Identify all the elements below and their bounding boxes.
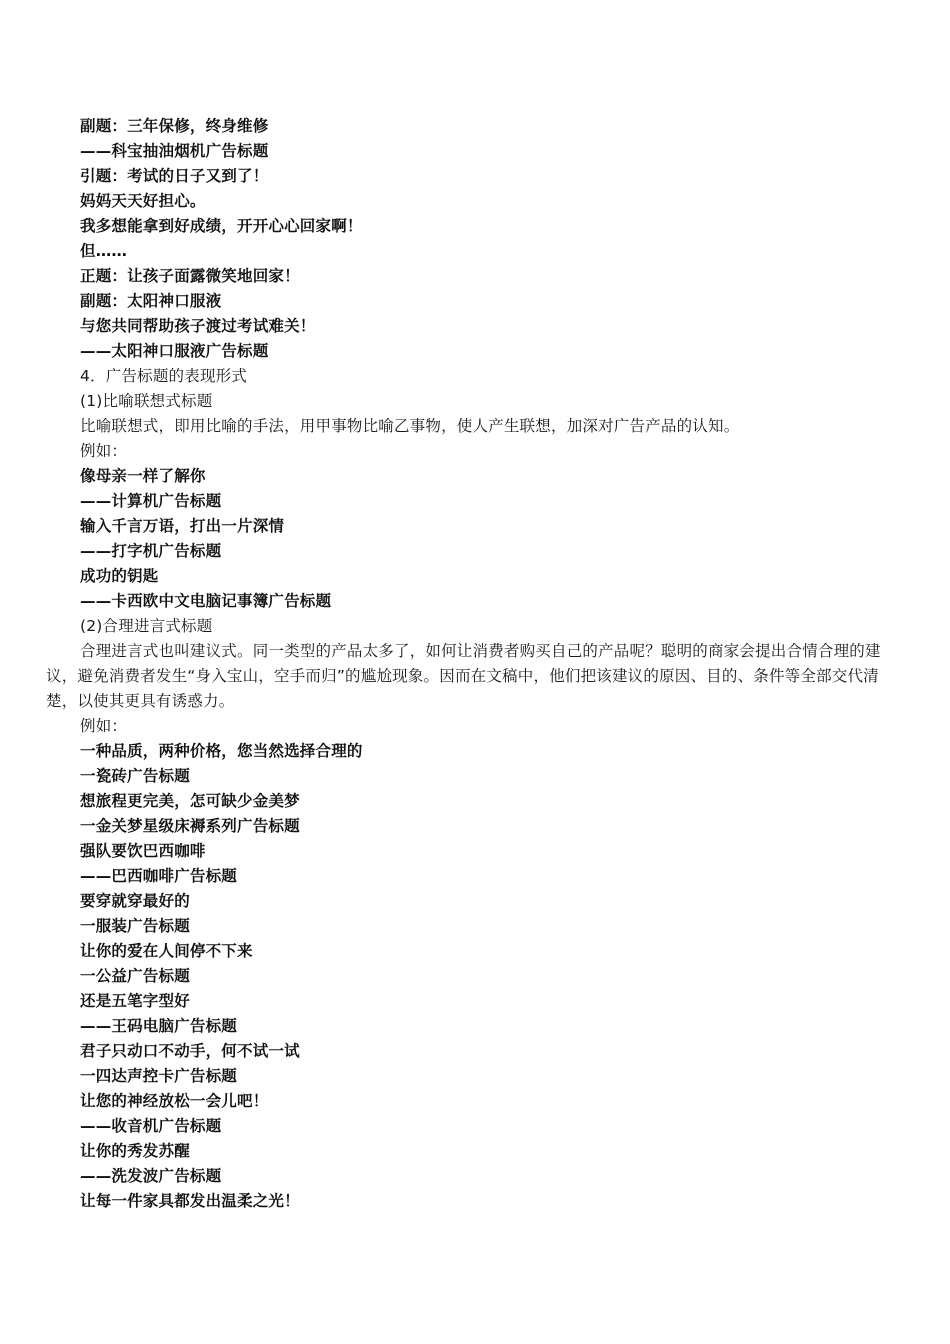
text-line: (2)合理进言式标题 bbox=[80, 617, 213, 635]
text-block-lower bbox=[0, 714, 950, 1214]
text-line: 比喻联想式，即用比喻的手法，用甲事物比喻乙事物，使人产生联想，加深对广告产品的认知。 bbox=[80, 417, 740, 435]
text-line: 与您共同帮助孩子渡过考试难关！ bbox=[80, 317, 316, 335]
text-line: ——科宝抽油烟机广告标题 bbox=[80, 142, 269, 160]
text-line: (1)比喻联想式标题 bbox=[80, 392, 213, 410]
text-line: 让您的神经放松一会儿吧！ bbox=[80, 1092, 269, 1110]
text-line: 想旅程更完美，怎可缺少金美梦 bbox=[80, 792, 300, 810]
text-line: 君子只动口不动手，何不试一试 bbox=[80, 1042, 300, 1060]
text-line: 让你的秀发苏醒 bbox=[80, 1142, 190, 1160]
text-line: 但…… bbox=[80, 242, 128, 260]
text-line: 一种品质，两种价格，您当然选择合理的 bbox=[80, 742, 363, 760]
paragraph-reasonable-advice: 合理进言式也叫建议式。同一类型的产品太多了，如何让消费者购买自己的产品呢？聪明的商家会提出合情合理的建议，避免消费者发生“身入宝山，空手而归”的尴尬现象。因而在文稿中，他们把该建议的原因、目的、条件等全部交代清楚，以使其更具有诱惑力。 bbox=[46, 642, 881, 710]
text-line: 妈妈天天好担心。 bbox=[80, 192, 206, 210]
text-line: 我多想能拿到好成绩，开开心心回家啊！ bbox=[80, 217, 363, 235]
text-line: 4．广告标题的表现形式 bbox=[80, 367, 248, 385]
text-line: 要穿就穿最好的 bbox=[80, 892, 190, 910]
text-line: 一金关梦星级床褥系列广告标题 bbox=[80, 817, 300, 835]
text-line: 一服装广告标题 bbox=[80, 917, 190, 935]
text-line: 一公益广告标题 bbox=[80, 967, 190, 985]
text-line: 成功的钥匙 bbox=[80, 567, 159, 585]
text-line: 让你的爱在人间停不下来 bbox=[80, 942, 253, 960]
text-line: ——卡西欧中文电脑记事簿广告标题 bbox=[80, 592, 332, 610]
text-line: 引题：考试的日子又到了！ bbox=[80, 167, 269, 185]
text-line: 一瓷砖广告标题 bbox=[80, 767, 190, 785]
text-line: ——收音机广告标题 bbox=[80, 1117, 222, 1135]
text-line: 例如： bbox=[80, 717, 128, 735]
text-line: 还是五笔字型好 bbox=[80, 992, 190, 1010]
text-line: ——计算机广告标题 bbox=[80, 492, 222, 510]
document-page bbox=[0, 114, 950, 1314]
text-line: 一四达声控卡广告标题 bbox=[80, 1067, 238, 1085]
text-line: ——洗发波广告标题 bbox=[80, 1167, 222, 1185]
text-line: ——王码电脑广告标题 bbox=[80, 1017, 238, 1035]
text-line: 像母亲一样了解你 bbox=[80, 467, 206, 485]
text-line: ——巴西咖啡广告标题 bbox=[80, 867, 238, 885]
text-line: ——太阳神口服液广告标题 bbox=[80, 342, 269, 360]
text-line: 正题：让孩子面露微笑地回家！ bbox=[80, 267, 300, 285]
text-line: 例如： bbox=[80, 442, 128, 460]
text-line: 强队要饮巴西咖啡 bbox=[80, 842, 206, 860]
text-line: 副题：三年保修，终身维修 bbox=[80, 117, 269, 135]
text-line: 输入千言万语，打出一片深情 bbox=[80, 517, 285, 535]
text-line: 副题：太阳神口服液 bbox=[80, 292, 222, 310]
text-line: 让每一件家具都发出温柔之光！ bbox=[80, 1192, 300, 1210]
text-line: ——打字机广告标题 bbox=[80, 542, 222, 560]
text-block-upper bbox=[0, 114, 950, 639]
